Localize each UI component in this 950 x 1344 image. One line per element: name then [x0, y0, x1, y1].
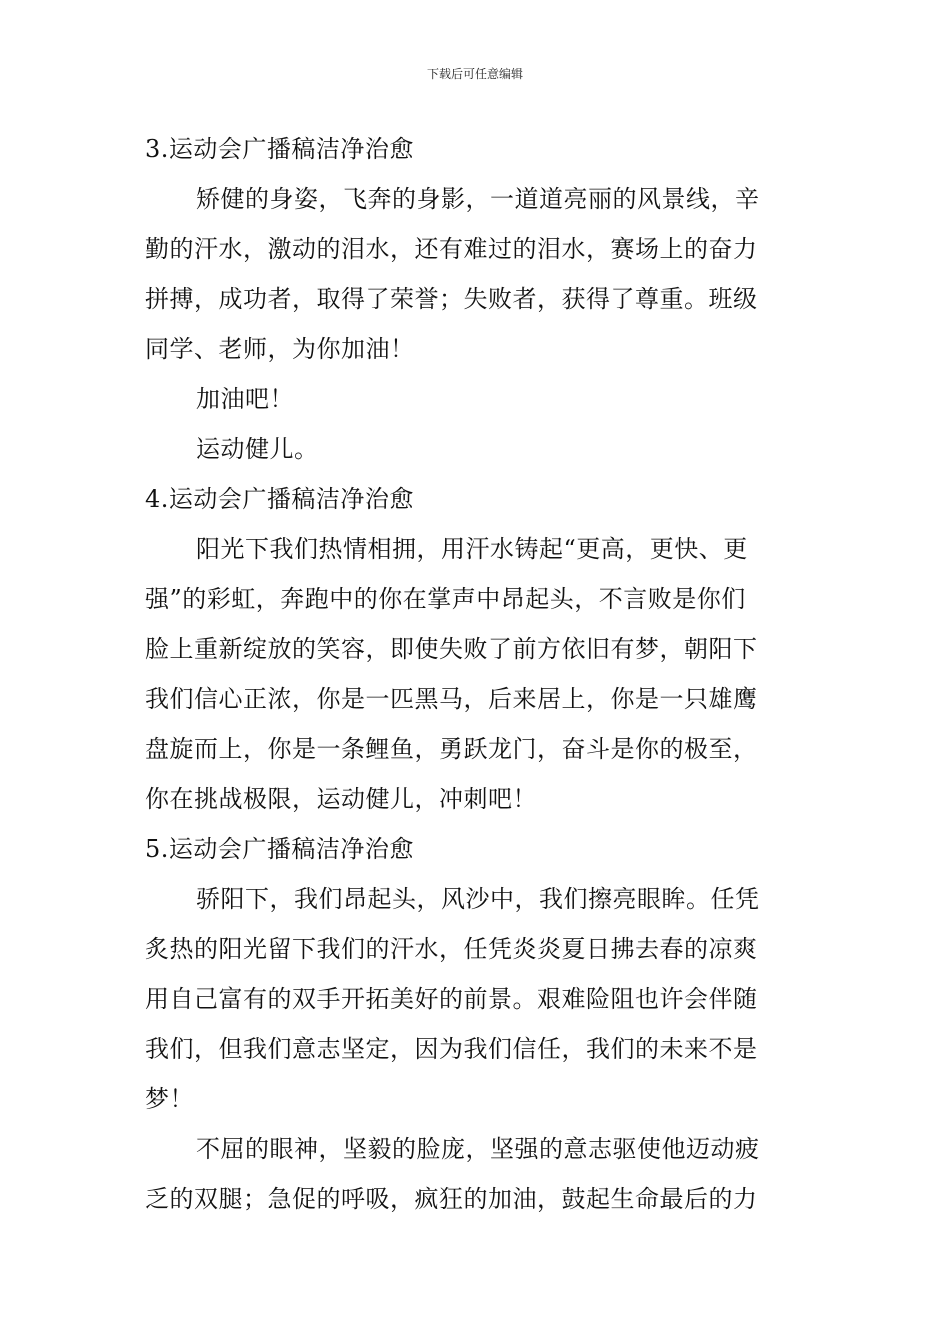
paragraph-line: 不屈的眼神，坚毅的脸庞，坚强的意志驱使他迈动疲 — [196, 1135, 760, 1163]
paragraph-line: 勤的汗水，激动的泪水，还有难过的泪水，赛场上的奋力 — [145, 235, 758, 263]
paragraph-line: 脸上重新绽放的笑容，即使失败了前方依旧有梦，朝阳下 — [145, 635, 758, 663]
paragraph-line: 我们，但我们意志坚定，因为我们信任，我们的未来不是 — [145, 1035, 758, 1063]
document-body — [145, 124, 805, 1224]
paragraph-line: 用自己富有的双手开拓美好的前景。艰难险阻也许会伴随 — [145, 985, 758, 1013]
paragraph-line: 盘旋而上，你是一条鲤鱼，勇跃龙门，奋斗是你的极至， — [145, 735, 758, 763]
paragraph-line: 拼搏，成功者，取得了荣誉；失败者，获得了尊重。班级 — [145, 285, 758, 313]
paragraph-line: 我们信心正浓，你是一匹黑马，后来居上，你是一只雄鹰 — [145, 685, 758, 713]
paragraph-line: 骄阳下，我们昂起头，风沙中，我们擦亮眼眸。任凭 — [196, 885, 760, 913]
paragraph-line: 加油吧！ — [196, 385, 294, 413]
paragraph-line: 梦！ — [145, 1085, 194, 1113]
section-heading-3: 3.运动会广播稿洁净治愈 — [145, 135, 414, 163]
paragraph-line: 强”的彩虹，奔跑中的你在掌声中昂起头，不言败是你们 — [145, 585, 746, 613]
paragraph-line: 运动健儿。 — [196, 435, 319, 463]
paragraph-line: 阳光下我们热情相拥，用汗水铸起“更高，更快、更 — [196, 535, 748, 563]
section-heading-5: 5.运动会广播稿洁净治愈 — [145, 835, 414, 863]
section-heading-4: 4.运动会广播稿洁净治愈 — [145, 485, 414, 513]
header-note: 下载后可任意编辑 — [426, 67, 523, 81]
paragraph-line: 矫健的身姿，飞奔的身影，一道道亮丽的风景线，辛 — [196, 185, 760, 213]
paragraph-line: 炙热的阳光留下我们的汗水，任凭炎炎夏日拂去春的凉爽 — [145, 935, 758, 963]
paragraph-line: 你在挑战极限，运动健儿，冲刺吧！ — [145, 785, 537, 813]
paragraph-line: 乏的双腿；急促的呼吸，疯狂的加油，鼓起生命最后的力 — [145, 1185, 758, 1213]
paragraph-line: 同学、老师，为你加油！ — [145, 335, 415, 363]
